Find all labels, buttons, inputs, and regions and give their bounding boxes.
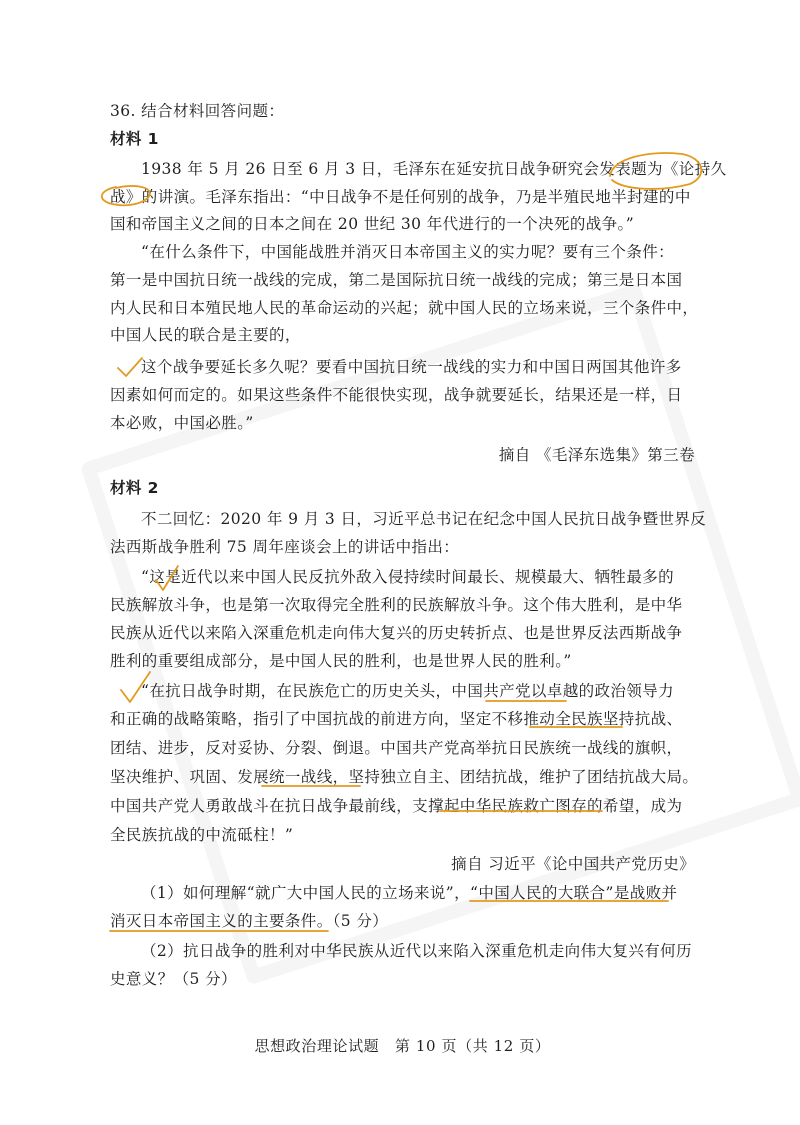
paragraph-line: “在什么条件下，中国能战胜并消灭日本帝国主义的实力呢？要有三个条件： [141, 243, 675, 261]
paragraph-line: “在抗日战争时期，在民族危亡的历史关头，中国共产党以卓越的政治领导力 [141, 682, 675, 700]
paragraph-line: 这个战争要延长多久呢？要看中国抗日统一战线的实力和中国日两国其他许多 [141, 358, 682, 376]
paragraph-line: 内人民和日本殖民地人民的革命运动的兴起；就中国人民的立场来说，三个条件中， [110, 299, 699, 317]
paragraph-line: 战》的讲演。毛泽东指出：“中日战争不是任何别的战争，乃是半殖民地半封建的中 [110, 188, 691, 206]
sub-question-1-line: （1）如何理解“就广大中国人民的立场来说”，“中国人民的大联合”是战败并 [141, 884, 678, 902]
paragraph-line: 1938 年 5 月 26 日至 6 月 3 日，毛泽东在延安抗日战争研究会发表题为《论持久 [141, 160, 727, 178]
sub-question-2-line: 史意义？（5 分） [110, 970, 237, 988]
paragraph-line: 全民族抗战的中流砥柱！” [110, 826, 294, 844]
paragraph-line: “这是近代以来中国人民反抗外敌入侵持续时间最长、规模最大、牺牲最多的 [141, 568, 675, 586]
paragraph-line: 和正确的战略策略，指引了中国抗战的前进方向，坚定不移推动全民族坚持抗战、 [110, 710, 683, 728]
material1-heading: 材料 1 [110, 130, 159, 148]
sub-question-2-line: （2）抗日战争的胜利对中华民族从近代以来陷入深重危机走向伟大复兴有何历 [141, 942, 692, 960]
paragraph-line: 不二回忆：2020 年 9 月 3 日，习近平总书记在纪念中国人民抗日战争暨世界反 [141, 510, 707, 528]
paragraph-line: 本必败，中国必胜。” [110, 414, 254, 432]
paragraph-line: 因素如何而定的。如果这些条件不能很快实现，战争就要延长，结果还是一样，日 [110, 386, 683, 404]
question-title: 36. 结合材料回答问题： [110, 102, 285, 120]
paragraph-line: 民族从近代以来陷入深重危机走向伟大复兴的历史转折点、也是世界反法西斯战争 [110, 624, 683, 642]
paragraph-line: 民族解放斗争，也是第一次取得完全胜利的民族解放斗争。这个伟大胜利，是中华 [110, 596, 683, 614]
paragraph-line: 法西斯战争胜利 75 周年座谈会上的讲话中指出： [110, 538, 460, 556]
material1-source: 摘自 《毛泽东选集》第三卷 [498, 446, 695, 464]
page-footer: 思想政治理论试题 第 10 页（共 12 页） [254, 1037, 551, 1055]
paragraph-line: 中国共产党人勇敢战斗在抗日战争最前线，支撑起中华民族救亡图存的希望，成为 [110, 797, 683, 815]
paragraph-line: 第一是中国抗日统一战线的完成，第二是国际抗日统一战线的完成；第三是日本国 [110, 271, 683, 289]
paragraph-line: 胜利的重要组成部分，是中国人民的胜利，也是世界人民的胜利。” [110, 652, 572, 670]
material2-source: 摘自 习近平《论中国共产党历史》 [451, 855, 695, 873]
paragraph-line: 国和帝国主义之间的日本之间在 20 世纪 30 年代进行的一个决死的战争。” [110, 215, 635, 233]
sub-question-1-line: 消灭日本帝国主义的主要条件。（5 分） [110, 912, 389, 930]
material2-heading: 材料 2 [110, 479, 159, 497]
paragraph-line: 中国人民的联合是主要的， [110, 326, 301, 344]
paragraph-line: 团结、进步，反对妥协、分裂、倒退。中国共产党高举抗日民族统一战线的旗帜， [110, 739, 683, 757]
paragraph-line: 坚决维护、巩固、发展统一战线，坚持独立自主、团结抗战，维护了团结抗战大局。 [110, 768, 699, 786]
